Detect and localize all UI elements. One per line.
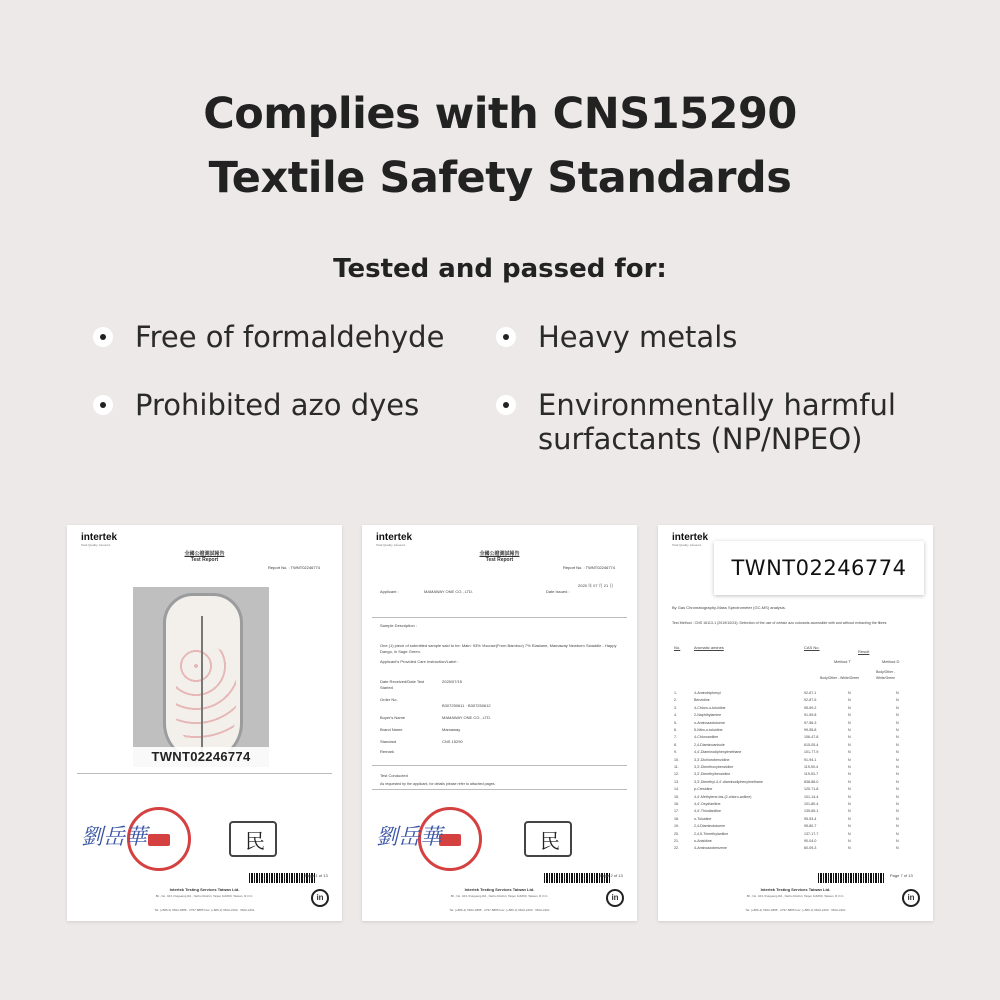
result-method-t: N bbox=[848, 779, 851, 784]
report-title bbox=[362, 550, 637, 563]
amine-name: Benzidine bbox=[694, 698, 710, 703]
amine-row bbox=[674, 832, 917, 837]
applicant-label: Applicant : bbox=[380, 589, 399, 594]
logo-tagline: Total Quality. Assured. bbox=[672, 543, 702, 547]
order-no-value: B307250611 · B307250612 bbox=[442, 703, 491, 708]
bullet-dot-icon bbox=[496, 327, 516, 347]
result-method-d: N bbox=[896, 698, 899, 703]
result-method-t: N bbox=[848, 772, 851, 777]
amine-name: o-Toluidine bbox=[694, 816, 712, 821]
amine-cas: 99-55-8 bbox=[804, 728, 817, 732]
result-method-t: N bbox=[848, 787, 851, 792]
result-method-t: N bbox=[848, 705, 851, 710]
buyer-value: MAMAWAY ONE CO., LTD. bbox=[442, 715, 492, 720]
amine-cas: 97-56-3 bbox=[804, 720, 817, 725]
company-address: 8F., No. 423, Ruiguang Rd., Neihu District, Taipei 114690, Taiwan, R.O.C. bbox=[155, 894, 254, 898]
result-method-d: N bbox=[896, 816, 899, 821]
report-number bbox=[563, 565, 615, 570]
amine-row bbox=[674, 824, 917, 829]
amine-no: 16. bbox=[674, 802, 679, 806]
barcode bbox=[818, 873, 884, 883]
result-method-d: N bbox=[896, 750, 899, 755]
amine-row bbox=[674, 802, 917, 807]
amine-row bbox=[674, 839, 917, 844]
amine-name: 2-Naphthylamine bbox=[694, 713, 722, 718]
accreditation-icon: in bbox=[902, 889, 920, 907]
col-method-t: Method T bbox=[834, 659, 851, 664]
date-issued-label: Date Issued : bbox=[546, 589, 570, 594]
result-method-d: N bbox=[896, 787, 899, 792]
logo-tagline: Total Quality. Assured. bbox=[376, 543, 406, 547]
result-method-t: N bbox=[848, 794, 851, 799]
signature-blue: 劉岳華 bbox=[376, 825, 443, 850]
amine-cas: 91-59-8 bbox=[804, 713, 817, 718]
divider bbox=[372, 789, 627, 790]
result-method-d: N bbox=[896, 824, 899, 829]
headline-line-2: Textile Safety Standards bbox=[208, 153, 792, 203]
report-number bbox=[268, 565, 320, 570]
amine-cas: 101-14-4 bbox=[804, 794, 819, 799]
order-no-label: Order No. bbox=[380, 697, 398, 702]
company-phone: Tel: (+886-2) 6602-2888 · 2797-8885 Fax: (+886-2) 6602-2400 · 6602-2401 bbox=[154, 908, 255, 912]
amine-name: o-Aminoazotoluene bbox=[694, 720, 725, 725]
amine-name: 3,3'-Dimethoxybenzidine bbox=[694, 765, 734, 769]
company-name: Intertek Testing Services Taiwan Ltd. bbox=[169, 887, 240, 892]
amine-cas: 60-09-3 bbox=[804, 846, 817, 851]
amine-cas: 106-47-8 bbox=[804, 735, 819, 740]
test-report-page-2 bbox=[362, 525, 637, 921]
report-title-en: Test Report bbox=[485, 557, 514, 563]
company-name: Intertek Testing Services Taiwan Ltd. bbox=[464, 887, 535, 892]
seal-center bbox=[148, 834, 170, 846]
result-method-t: N bbox=[848, 816, 851, 821]
amine-row bbox=[674, 787, 917, 792]
result-method-t: N bbox=[848, 691, 851, 695]
result-method-t: N bbox=[848, 831, 851, 836]
result-method-t: N bbox=[848, 698, 851, 703]
result-method-d: N bbox=[896, 720, 899, 725]
report-title-cn: 全國公證測試報告 bbox=[184, 551, 225, 557]
result-method-d: N bbox=[896, 846, 899, 851]
amine-name: 4-Chloro-o-toluidine bbox=[694, 705, 726, 710]
amine-row bbox=[674, 743, 917, 748]
bullet-text: Free of formaldehyde bbox=[135, 320, 445, 354]
amine-name: 4,4'-Oxydianiline bbox=[694, 802, 721, 806]
amine-row bbox=[674, 713, 917, 718]
col-sub-d: Body/Other - White/Green bbox=[876, 670, 896, 680]
swaddle-image bbox=[163, 593, 243, 763]
result-method-d: N bbox=[896, 691, 899, 695]
result-method-t: N bbox=[848, 750, 851, 755]
bullet-text: Environmentally harmful surfactants (NP/NPEO) bbox=[538, 388, 896, 456]
amine-cas: 101-77-9 bbox=[804, 750, 819, 755]
result-method-d: N bbox=[896, 794, 899, 799]
result-method-t: N bbox=[848, 713, 851, 718]
method-note: By Gas Chromatography-Mass Spectrometer (GC-MS) analysis. bbox=[672, 605, 786, 610]
bullet-dot-icon bbox=[93, 327, 113, 347]
bullet-text: Prohibited azo dyes bbox=[135, 388, 420, 422]
divider bbox=[372, 765, 627, 766]
result-method-d: N bbox=[896, 839, 899, 843]
amine-cas: 95-53-4 bbox=[804, 816, 817, 821]
amine-no: 1. bbox=[674, 691, 677, 695]
date-received-label: Date Received/Date Test Started bbox=[380, 679, 425, 690]
company-phone: Tel: (+886-2) 6602-2888 · 2797-8885 Fax: (+886-2) 6602-2400 · 6602-2401 bbox=[745, 908, 846, 912]
result-method-t: N bbox=[848, 720, 851, 725]
bullet-azo-dyes bbox=[93, 388, 419, 422]
amine-no: 3. bbox=[674, 705, 677, 710]
test-conducted-label: Test Conducted bbox=[380, 773, 408, 778]
result-method-d: N bbox=[896, 728, 899, 732]
amine-cas: 92-87-5 bbox=[804, 698, 817, 703]
accreditation-icon: in bbox=[311, 889, 329, 907]
amine-cas: 101-80-4 bbox=[804, 802, 819, 806]
bullet-dot-icon bbox=[93, 395, 113, 415]
amine-no: 6. bbox=[674, 728, 677, 732]
amine-name: 3,3'-Dichlorobenzidine bbox=[694, 757, 730, 762]
standard-value: CNS 15290 bbox=[442, 739, 463, 744]
amine-no: 21. bbox=[674, 839, 679, 843]
amine-no: 15. bbox=[674, 794, 679, 799]
company-address: 8F., No. 423, Ruiguang Rd., Neihu District, Taipei 114690, Taiwan, R.O.C. bbox=[450, 894, 549, 898]
company-name: Intertek Testing Services Taiwan Ltd. bbox=[760, 887, 831, 892]
result-method-t: N bbox=[848, 728, 851, 732]
amine-no: 4. bbox=[674, 713, 677, 718]
amine-cas: 90-04-0 bbox=[804, 839, 817, 843]
amine-no: 17. bbox=[674, 809, 679, 814]
amine-name: 3,3'-Dimethylbenzidine bbox=[694, 772, 731, 777]
amine-no: 14. bbox=[674, 787, 679, 792]
result-method-d: N bbox=[896, 757, 899, 762]
result-method-d: N bbox=[896, 713, 899, 718]
amine-name: p-Cresidine bbox=[694, 787, 713, 792]
result-method-t: N bbox=[848, 742, 851, 747]
test-conducted-value: As requested by the applicant, for details please refer to attached pages. bbox=[380, 782, 496, 786]
amine-name: 3,3'-Dimethyl-4,4'-diaminodiphenylmethane bbox=[694, 779, 763, 784]
result-method-d: N bbox=[896, 831, 899, 836]
logo-tagline: Total Quality. Assured. bbox=[81, 543, 111, 547]
report-title-en: Test Report bbox=[190, 557, 219, 563]
result-method-t: N bbox=[848, 765, 851, 769]
zipper bbox=[201, 616, 203, 756]
amine-no: 7. bbox=[674, 735, 677, 740]
result-method-d: N bbox=[896, 742, 899, 747]
page-number: Page 1 of 13 bbox=[305, 873, 328, 878]
result-method-d: N bbox=[896, 765, 899, 769]
intertek-logo: intertek bbox=[376, 532, 413, 543]
amine-name: 4,4'-Methylene-bis-(2-chloro-aniline) bbox=[694, 794, 752, 799]
brand-value: Mamaway bbox=[442, 727, 461, 732]
sample-description-label: Sample Description : bbox=[380, 623, 417, 628]
amine-row bbox=[674, 846, 917, 851]
amine-no: 9. bbox=[674, 750, 677, 755]
seal-center bbox=[439, 834, 461, 846]
headline-line-1: Complies with CNS15290 bbox=[203, 89, 797, 139]
result-method-t: N bbox=[848, 839, 851, 843]
amine-no: 18. bbox=[674, 816, 679, 821]
amine-name: 2,4-Diaminotoluene bbox=[694, 824, 726, 829]
amine-no: 12. bbox=[674, 772, 679, 777]
test-method: Test Method : CNS 16113-1 (2019/10/24): Detection of the use of certain azo colorants accessible with and without extracting the fibres bbox=[672, 621, 887, 625]
result-method-d: N bbox=[896, 705, 899, 710]
page-number: Page 7 of 13 bbox=[890, 873, 913, 878]
report-no-label: Report No. : bbox=[563, 565, 585, 570]
amine-cas: 120-71-8 bbox=[804, 787, 819, 792]
amine-name: 4,4'-Thiodianiline bbox=[694, 809, 722, 814]
buyer-label: Buyer's Name bbox=[380, 715, 405, 720]
care-label: Applicant's Provided Care Instruction/Label : bbox=[380, 659, 459, 664]
amine-name: 5-Nitro-o-toluidine bbox=[694, 728, 723, 732]
result-method-t: N bbox=[848, 735, 851, 740]
result-method-t: N bbox=[848, 802, 851, 806]
report-title bbox=[67, 550, 342, 563]
amine-cas: 119-90-4 bbox=[804, 765, 819, 769]
col-sub-t: Body/Other - White/Green bbox=[820, 676, 860, 680]
amine-row bbox=[674, 698, 917, 703]
amine-no: 11. bbox=[674, 765, 679, 769]
amine-no: 22. bbox=[674, 846, 679, 851]
photo-label: TWNT02246774 bbox=[133, 747, 269, 767]
standard-label: Standard bbox=[380, 739, 397, 744]
date-issued-value: 2025 年 07 月 21 日 bbox=[578, 583, 614, 588]
result-method-t: N bbox=[848, 809, 851, 814]
applicant-value: MAMAWAY ONE CO., LTD. bbox=[424, 589, 474, 594]
amine-row bbox=[674, 691, 917, 696]
amine-no: 8. bbox=[674, 742, 677, 747]
amine-cas: 119-93-7 bbox=[804, 772, 819, 777]
amine-row bbox=[674, 795, 917, 800]
result-method-d: N bbox=[896, 772, 899, 777]
amine-name: 4-Chloroaniline bbox=[694, 735, 719, 740]
amine-row bbox=[674, 817, 917, 822]
result-method-d: N bbox=[896, 809, 899, 814]
amine-row bbox=[674, 765, 917, 770]
report-title-cn: 全國公證測試報告 bbox=[479, 551, 520, 557]
sample-description: One (1) piece of submitted sample said to be: Main: 93% Viscose(From Bamboo) 7% Elastane, Mamaway Newborn Swaddle - Happy Dango, in Sage Green. bbox=[380, 643, 617, 654]
amine-name: o-Anisidine bbox=[694, 839, 712, 843]
amine-cas: 139-65-1 bbox=[804, 809, 819, 814]
divider bbox=[372, 617, 627, 618]
report-no-value: TWNT02246774 bbox=[585, 565, 615, 570]
product-photo bbox=[133, 587, 269, 767]
headline bbox=[0, 82, 1000, 210]
accreditation-icon: in bbox=[606, 889, 624, 907]
signature-blue: 劉岳華 bbox=[81, 825, 148, 850]
col-result: Result bbox=[858, 649, 870, 654]
amine-cas: 91-94-1 bbox=[804, 757, 817, 762]
report-number-badge: TWNT02246774 bbox=[714, 541, 924, 595]
amine-name: 4-Aminobiphenyl bbox=[694, 691, 721, 695]
result-method-d: N bbox=[896, 802, 899, 806]
signature-black: 民 bbox=[245, 829, 265, 853]
bullet-surfactants bbox=[496, 388, 956, 456]
intertek-logo: intertek bbox=[81, 532, 118, 543]
col-method-d: Method D bbox=[882, 659, 900, 664]
amine-name: 4,4'-Diaminodiphenylmethane bbox=[694, 750, 742, 755]
result-method-d: N bbox=[896, 779, 899, 784]
amine-no: 19. bbox=[674, 824, 679, 829]
amine-name: 4-Aminoazobenzene bbox=[694, 846, 727, 851]
amine-row bbox=[674, 735, 917, 740]
amine-cas: 92-67-1 bbox=[804, 691, 817, 695]
bullet-formaldehyde bbox=[93, 320, 444, 354]
test-report-page-7 bbox=[658, 525, 933, 921]
amine-cas: 615-05-4 bbox=[804, 742, 819, 747]
result-method-d: N bbox=[896, 735, 899, 740]
intertek-logo: intertek bbox=[672, 532, 709, 543]
bullet-dot-icon bbox=[496, 395, 516, 415]
subhead: Tested and passed for: bbox=[333, 254, 667, 284]
amine-cas: 838-88-0 bbox=[804, 779, 819, 784]
amine-cas: 95-80-7 bbox=[804, 824, 817, 829]
brand-label: Brand Name bbox=[380, 727, 403, 732]
amine-row bbox=[674, 721, 917, 726]
amine-no: 5. bbox=[674, 720, 677, 725]
signature-black: 民 bbox=[540, 829, 560, 853]
amine-row bbox=[674, 809, 917, 814]
amine-row bbox=[674, 750, 917, 755]
amine-no: 13. bbox=[674, 779, 679, 784]
amine-row bbox=[674, 780, 917, 785]
amine-name: 2,4-Diaminoanisole bbox=[694, 742, 725, 747]
bullet-text: Heavy metals bbox=[538, 320, 738, 354]
company-phone: Tel: (+886-2) 6602-2888 · 2797-8885 Fax: (+886-2) 6602-2400 · 6602-2401 bbox=[449, 908, 550, 912]
col-no: No. bbox=[674, 645, 681, 650]
date-received-value: 2025/07/15 bbox=[442, 679, 463, 684]
result-method-t: N bbox=[848, 824, 851, 829]
remark-label: Remark bbox=[380, 749, 395, 754]
amine-cas: 137-17-7 bbox=[804, 831, 819, 836]
amine-no: 2. bbox=[674, 698, 677, 703]
amine-cas: 95-69-2 bbox=[804, 705, 817, 710]
divider bbox=[77, 773, 332, 774]
amine-no: 20. bbox=[674, 831, 679, 836]
result-method-t: N bbox=[848, 846, 851, 851]
company-address: 8F., No. 423, Ruiguang Rd., Neihu District, Taipei 114690, Taiwan, R.O.C. bbox=[746, 894, 845, 898]
col-cas: CAS No. bbox=[804, 645, 820, 650]
result-method-t: N bbox=[848, 757, 851, 762]
page-number: Page 2 of 13 bbox=[600, 873, 623, 878]
amine-row bbox=[674, 728, 917, 733]
bullet-heavy-metals bbox=[496, 320, 737, 354]
amine-row bbox=[674, 758, 917, 763]
col-amines: Aromatic amines bbox=[694, 645, 724, 650]
test-report-page-1 bbox=[67, 525, 342, 921]
amine-row bbox=[674, 772, 917, 777]
report-no-label: Report No. : bbox=[268, 565, 290, 570]
amine-row bbox=[674, 706, 917, 711]
amine-no: 10. bbox=[674, 757, 679, 762]
report-no-value: TWNT02246774 bbox=[290, 565, 320, 570]
amine-name: 2,4,5-Trimethylaniline bbox=[694, 831, 729, 836]
